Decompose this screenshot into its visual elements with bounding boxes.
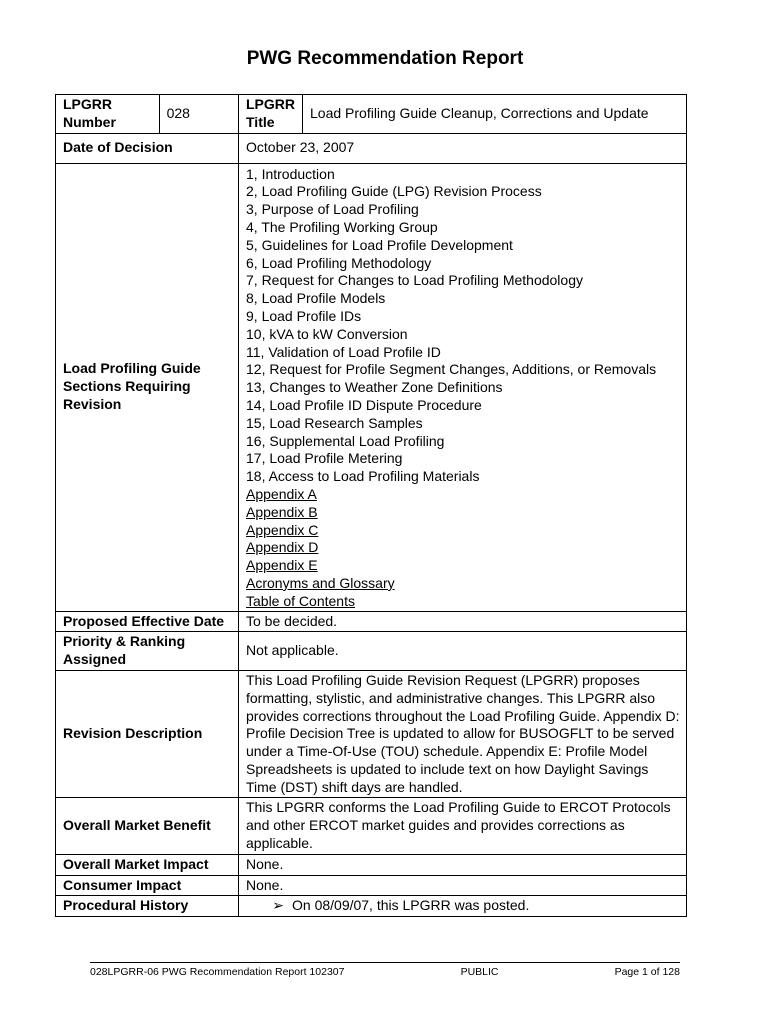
market-benefit-label: Overall Market Benefit [56,798,239,854]
arrow-bullet-icon: ➢ [272,897,284,914]
sections-list [246,166,680,611]
section-item: 13, Changes to Weather Zone Definitions [246,379,503,396]
priority-row [56,632,687,671]
market-impact-row [56,854,687,875]
appendix-d-link[interactable]: Appendix D [246,539,319,556]
effective-date-label: Proposed Effective Date [56,611,239,632]
procedural-history-row [56,896,687,917]
page-title: PWG Recommendation Report [246,48,524,69]
lpgrr-number-label: LPGRR Number [56,95,160,134]
page-footer [90,962,680,978]
sections-row [56,163,687,611]
procedural-history-value: On 08/09/07, this LPGRR was posted. [292,897,530,914]
market-benefit-row [56,798,687,854]
appendix-b-link[interactable]: Appendix B [246,503,318,520]
consumer-impact-label: Consumer Impact [56,875,239,896]
acronyms-glossary-link[interactable]: Acronyms and Glossary [246,574,395,591]
section-item: 6, Load Profiling Methodology [246,254,432,271]
lpgrr-title-label: LPGRR Title [239,95,303,134]
section-item: 1, Introduction [246,165,335,182]
date-of-decision-label: Date of Decision [56,133,239,163]
appendix-c-link[interactable]: Appendix C [246,521,319,538]
appendix-a-link[interactable]: Appendix A [246,485,317,502]
section-item: 2, Load Profiling Guide (LPG) Revision Process [246,183,542,200]
priority-value: Not applicable. [239,632,687,671]
procedural-history-label: Procedural History [56,896,239,917]
section-item: 11, Validation of Load Profile ID [246,343,441,360]
section-item: 10, kVA to kW Conversion [246,325,408,342]
sections-label: Load Profiling Guide Sections Requiring Revision [56,163,239,611]
priority-label: Priority & Ranking Assigned [56,632,239,671]
section-item: 4, The Profiling Working Group [246,218,438,235]
market-benefit-value: This LPGRR conforms the Load Profiling Guide to ERCOT Protocols and other ERCOT market guides and provides corrections as applicable. [239,798,687,854]
footer-classification: PUBLIC [460,966,499,978]
date-of-decision-value: October 23, 2007 [239,133,687,163]
consumer-impact-value: None. [239,875,687,896]
section-item: 14, Load Profile ID Dispute Procedure [246,396,482,413]
revision-description-label: Revision Description [56,670,239,798]
section-item: 18, Access to Load Profiling Materials [246,468,480,485]
consumer-impact-row [56,875,687,896]
appendix-e-link[interactable]: Appendix E [246,557,318,574]
section-item: 7, Request for Changes to Load Profiling Methodology [246,272,583,289]
section-item: 3, Purpose of Load Profiling [246,201,419,218]
revision-description-value: This Load Profiling Guide Revision Request (LPGRR) proposes formatting, stylistic, and administrative changes. This LPGRR also provides corrections throughout the Load Profiling Guide. Appendix D: Profile Decision Tree is updated to allow for BUSOGFLT to be served under a Time-Of-Use (TOU) schedule. Appendix E: Profile Model Spreadsheets is updated to include text on how Daylight Savings Time (DST) shift days are handled. [239,670,687,798]
section-item: 8, Load Profile Models [246,290,386,307]
table-of-contents-link[interactable]: Table of Contents [246,592,355,609]
lpgrr-title-value: Load Profiling Guide Cleanup, Corrections and Update [303,95,687,134]
section-item: 15, Load Research Samples [246,414,423,431]
lpgrr-number-value: 028 [159,95,238,134]
decision-row [56,133,687,163]
section-item: 9, Load Profile IDs [246,307,362,324]
revision-description-row [56,670,687,798]
footer-page-number: Page 1 of 128 [614,966,680,978]
effective-date-value: To be decided. [239,611,687,632]
market-impact-label: Overall Market Impact [56,854,239,875]
effective-date-row [56,611,687,632]
section-item: 5, Guidelines for Load Profile Development [246,236,513,253]
section-item: 17, Load Profile Metering [246,450,403,467]
section-item: 12, Request for Profile Segment Changes, Additions, or Removals [246,361,657,378]
footer-document-id: 028LPGRR-06 PWG Recommendation Report 102307 [90,966,345,978]
report-table [55,94,687,917]
section-item: 16, Supplemental Load Profiling [246,432,445,449]
header-row [56,95,687,134]
market-impact-value: None. [239,854,687,875]
